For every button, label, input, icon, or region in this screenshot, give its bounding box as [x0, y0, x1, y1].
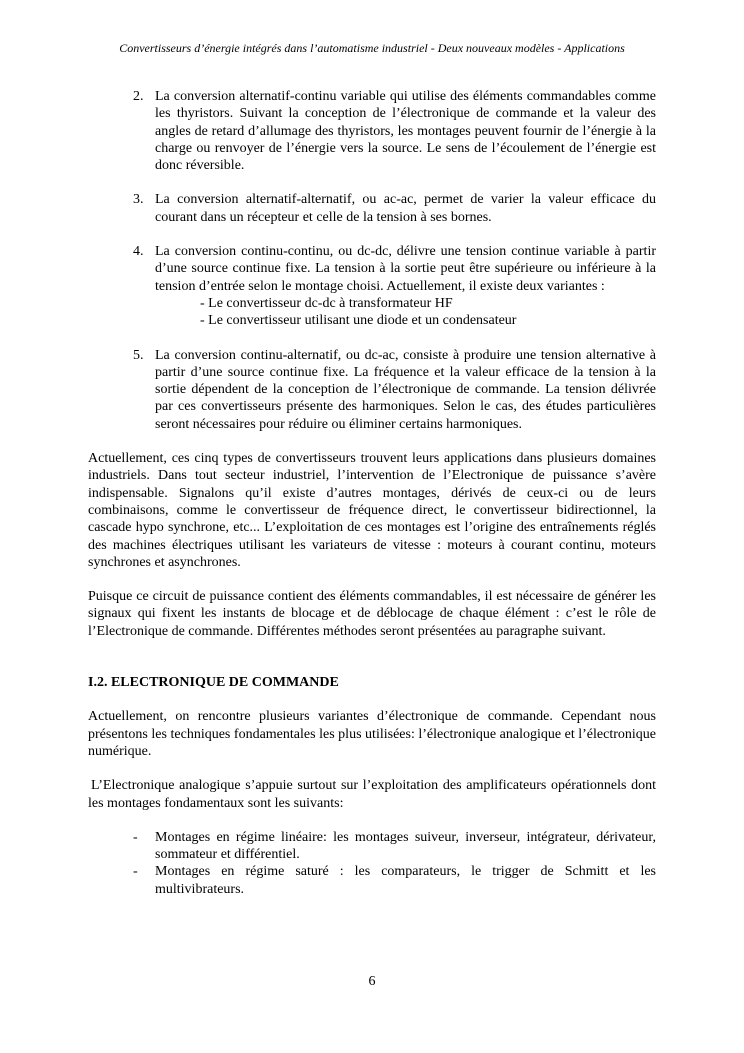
list-marker: -: [133, 864, 138, 880]
paragraph: L’Electronique analogique s’appuie surtout sur l’exploitation des amplificateurs opérationnels dont les montages fondamentaux sont les suivants:: [88, 778, 656, 811]
paragraph: Puisque ce circuit de puissance contient des éléments commandables, il est nécessaire de générer les signaux qui fixent les instants de blocage et de déblocage de chaque élément : c’est le rôle de l’Electronique de commande. Différentes méthodes seront présentées au paragraphe suivant.: [88, 589, 656, 639]
numbered-item: [88, 347, 656, 433]
running-header: Convertisseurs d’énergie intégrés dans l’automatisme industriel - Deux nouveaux modèles - Applications: [119, 41, 625, 55]
numbered-item: [88, 191, 656, 226]
item-text: La conversion continu-alternatif, ou dc-ac, consiste à produire une tension alternative à partir d’une source continue fixe. La fréquence et la valeur efficace de la tension à la sortie dépendent de la conception de l’électronique de commande. La tension délivrée par ces convertisseurs présente des harmoniques. Selon le cas, des études particulières seront nécessaires pour réduire ou éliminer certains harmoniques.: [155, 347, 656, 432]
variant-line: - Le convertisseur utilisant une diode et un condensateur: [200, 313, 517, 329]
item-number: 5.: [133, 347, 144, 363]
item-text: La conversion continu-continu, ou dc-dc, délivre une tension continue variable à partir d’une source continue fixe. La tension à la sortie peut être supérieure ou inférieure à la tension d’entrée selon le montage choisi. Actuellement, il existe deux variantes :: [155, 244, 656, 294]
item-number: 2.: [133, 89, 144, 104]
paragraph: Actuellement, on rencontre plusieurs variantes d’électronique de commande. Cependant nous présentons les techniques fondamentales les plus utilisées: l’électronique analogique et l’électronique numérique.: [88, 709, 656, 759]
item-number: 3.: [133, 192, 144, 208]
section-heading: I.2. ELECTRONIQUE DE COMMANDE: [88, 675, 339, 691]
item-text: La conversion alternatif-alternatif, ou ac-ac, permet de varier la valeur efficace du courant dans un récepteur et celle de la tension à ses bornes.: [155, 192, 656, 225]
list-item-text: Montages en régime linéaire: les montages suiveur, inverseur, intégrateur, dérivateur, sommateur et différentiel.: [155, 829, 656, 863]
list-item-text: Montages en régime saturé : les comparateurs, le trigger de Schmitt et les multivibrateurs.: [155, 864, 656, 897]
item-text: La conversion alternatif-continu variable qui utilise des éléments commandables comme les thyristors. Suivant la conception de l’électronique de commande et la valeur des angles de retard d’allumage des thyristors, les montages peuvent fournir de l’énergie à la charge ou renvoyer de l’énergie vers la source. Le sens de l’écoulement de l’énergie est donc réversible.: [155, 89, 656, 174]
item-number: 4.: [133, 244, 144, 260]
variant-line: - Le convertisseur dc-dc à transformateur HF: [200, 295, 453, 311]
page-body: [88, 88, 656, 898]
list-marker: -: [133, 829, 138, 845]
numbered-item: [88, 243, 656, 295]
list-item: [88, 829, 656, 864]
paragraph: Actuellement, ces cinq types de convertisseurs trouvent leurs applications dans plusieurs domaines industriels. Dans tout secteur industriel, l’intervention de l’Electronique de puissance s’avère indispensable. Signalons qu’il existe d’autres montages, dérivés de ceux-ci ou de leurs combinaisons, comme le convertisseur de fréquence direct, le convertisseur bidirectionnel, la cascade hypo synchrone, etc... L’exploitation de ces montages est l’origine des entraînements réglés des machines électriques utilisant les variateurs de vitesse : moteurs à courant continu, moteurs synchrones et asynchrones.: [88, 451, 656, 570]
page-number: 6: [368, 974, 376, 989]
list-item: [88, 863, 656, 898]
numbered-item: [88, 88, 656, 174]
